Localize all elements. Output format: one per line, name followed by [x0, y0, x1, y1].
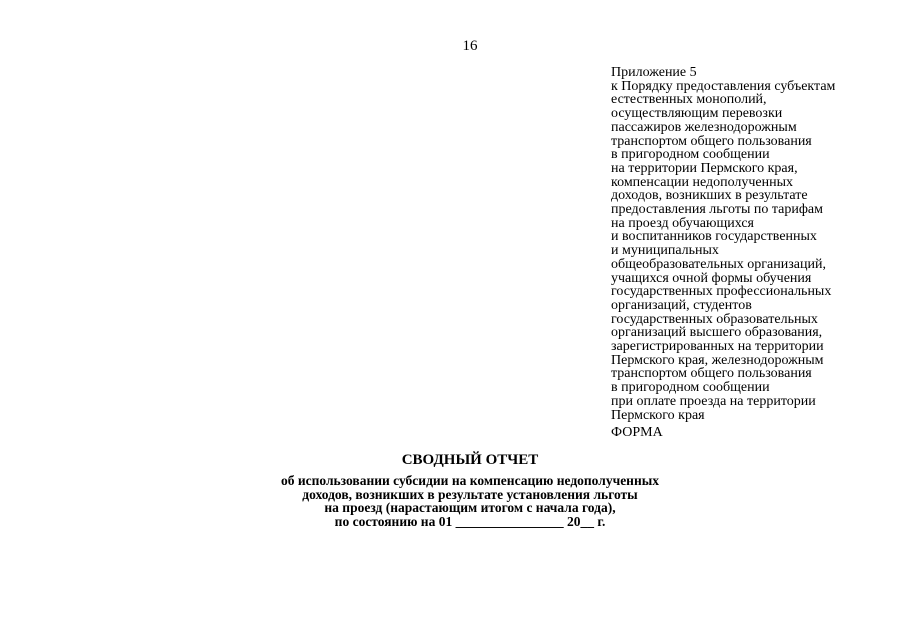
appendix-line: предоставления льготы по тарифам — [611, 202, 823, 218]
appendix-line: компенсации недополученных — [611, 174, 794, 190]
appendix-line: пассажиров железнодорожным — [611, 119, 797, 135]
appendix-block — [611, 66, 901, 422]
appendix-line: государственных профессиональных — [611, 284, 832, 300]
appendix-line: организаций, студентов — [611, 297, 752, 313]
appendix-line: при оплате проезда на территории — [611, 393, 816, 409]
report-subtitle-line: об использовании субсидии на компенсацию недополученных — [280, 473, 660, 488]
page-number: 16 — [462, 38, 478, 54]
report-subtitle-line: на проезд (нарастающим итогом с начала года), — [324, 500, 616, 515]
report-subtitle-line: доходов, возникших в результате установления льготы — [302, 486, 638, 502]
appendix-line: учащихся очной формы обучения — [611, 270, 812, 286]
appendix-line: Пермского края, железнодорожным — [611, 352, 824, 368]
appendix-line: Приложение 5 — [611, 65, 697, 80]
appendix-line: в пригородном сообщении — [611, 147, 770, 163]
appendix-line: на территории Пермского края, — [611, 160, 798, 176]
report-date-line: по состоянию на 01 ________________ 20__ г. — [334, 513, 606, 529]
appendix-line: к Порядку предоставления субъектам — [611, 78, 836, 94]
appendix-line: и воспитанников государственных — [611, 229, 817, 245]
appendix-line: Пермского края — [611, 407, 705, 423]
appendix-line: транспортом общего пользования — [611, 366, 812, 382]
appendix-line: транспортом общего пользования — [611, 133, 812, 149]
appendix-line: общеобразовательных организаций, — [611, 256, 826, 272]
form-label: ФОРМА — [611, 425, 663, 440]
appendix-line: в пригородном сообщении — [611, 380, 770, 396]
report-title: СВОДНЫЙ ОТЧЕТ — [401, 452, 539, 468]
appendix-line: и муниципальных — [611, 243, 719, 259]
appendix-line: государственных образовательных — [611, 311, 818, 327]
appendix-line: на проезд обучающихся — [611, 215, 754, 231]
appendix-line: естественных монополий, — [611, 92, 767, 108]
appendix-line: доходов, возникших в результате — [611, 188, 808, 204]
report-subtitle — [220, 474, 720, 528]
appendix-line: зарегистрированных на территории — [611, 339, 824, 355]
appendix-line: организаций высшего образования, — [611, 325, 823, 341]
appendix-line: осуществляющим перевозки — [611, 106, 783, 122]
